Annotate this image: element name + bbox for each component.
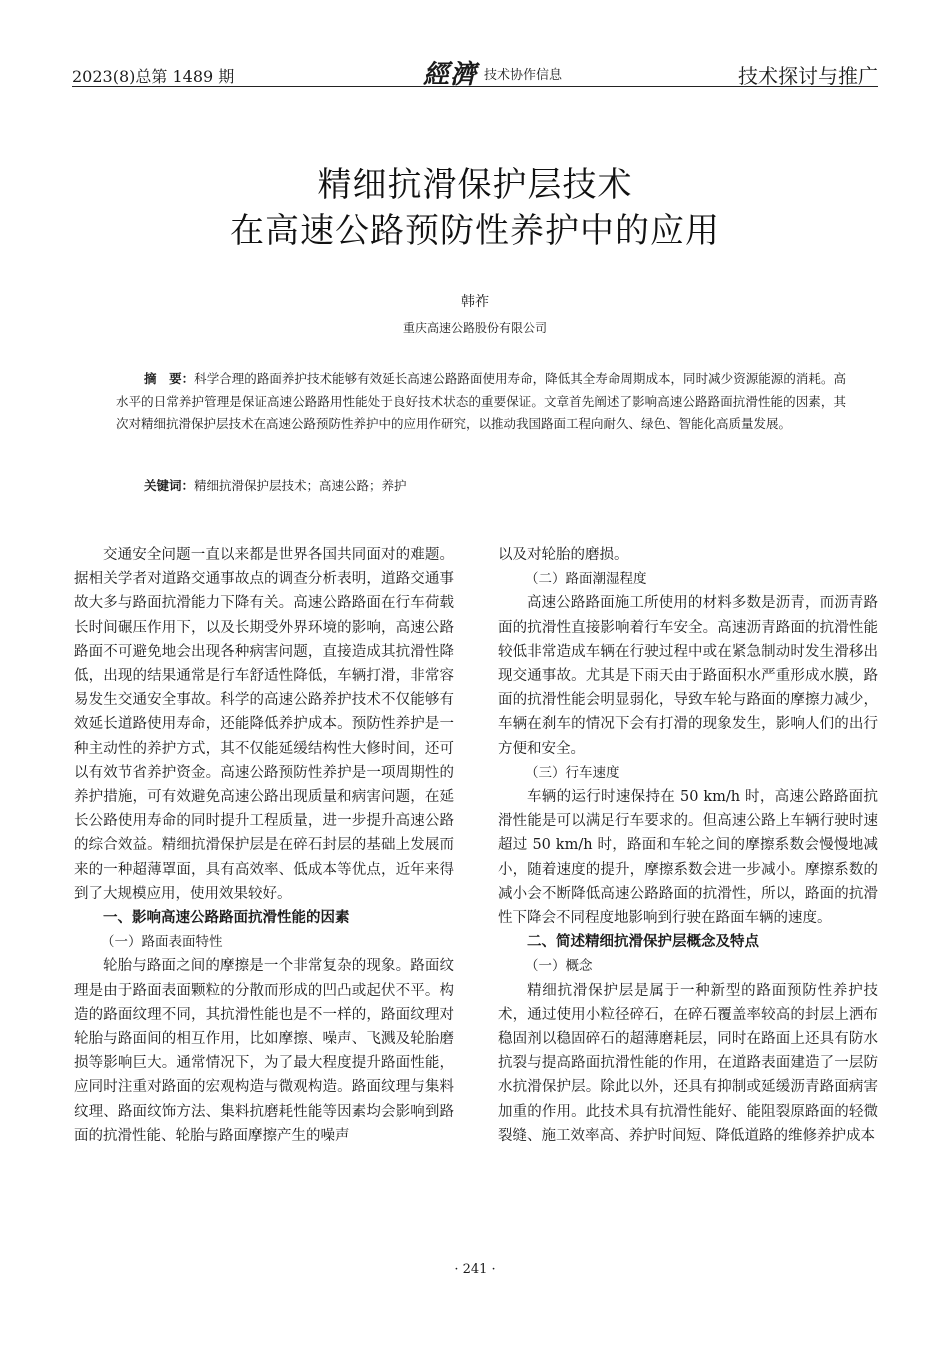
journal-subtitle: 技术协作信息 xyxy=(484,68,563,83)
section-heading-1: 一、影响高速公路路面抗滑性能的因素 xyxy=(103,910,350,927)
paragraph-surface-cont: 以及对轮胎的磨损。 xyxy=(498,547,629,563)
paragraph-speed: 车辆的运行时速保持在 50 km/h 时，高速公路路面抗滑性能是可以满足行车要求的。但高速公路上车辆行驶时速超过 50 km/h 时，路面和车轮之间的摩擦系数会慢慢地减小，随着速度的提升，摩擦系数会进一步减小。摩擦系数的减小会不断降低高速公路路面的抗滑性，所以，路面的抗滑性下降会不同程度地影响到行驶在路面车辆的速度。 xyxy=(498,789,878,927)
abstract-label: 摘 要： xyxy=(144,371,195,386)
abstract-text: 科学合理的路面养护技术能够有效延长高速公路路面使用寿命，降低其全寿命周期成本，同时减少资源能源的消耗。高水平的日常养护管理是保证高速公路路用性能处于良好技术状态的重要保证。文章首先阐述了影响高速公路路面抗滑性能的因素，其次对精细抗滑保护层技术在高速公路预防性养护中的应用作研究，以推动我国路面工程向耐久、绿色、智能化高质量发展。 xyxy=(116,371,846,431)
keywords xyxy=(144,476,407,494)
abstract xyxy=(116,368,846,436)
paragraph-surface: 轮胎与路面之间的摩擦是一个非常复杂的现象。路面纹理是由于路面表面颗粒的分散而形成的凹凸或起伏不平。构造的路面纹理不同，其抗滑性能也是不一样的，路面纹理对轮胎与路面间的相互作用，比如摩擦、噪声、飞溅及轮胎磨损等影响巨大。通常情况下，为了最大程度提升路面性能，应同时注重对路面的宏观构造与微观构造。路面纹理与集料纹理、路面纹饰方法、集料抗磨耗性能等因素均会影响到路面的抗滑性能、轮胎与路面摩擦产生的噪声 xyxy=(74,958,454,1144)
author-affiliation: 重庆高速公路股份有限公司 xyxy=(402,321,547,335)
keywords-text: 精细抗滑保护层技术；高速公路；养护 xyxy=(194,478,407,493)
keywords-label: 关键词： xyxy=(144,478,195,493)
page-header xyxy=(72,52,878,92)
subsection-heading-2-1: （一）概念 xyxy=(525,958,593,975)
article-title-line-1: 精细抗滑保护层技术 xyxy=(317,165,633,205)
subsection-heading-1-3: （三）行车速度 xyxy=(525,764,620,781)
paragraph-intro: 交通安全问题一直以来都是世界各国共同面对的难题。据相关学者对道路交通事故点的调查分析表明，道路交通事故大多与路面抗滑能力下降有关。高速公路路面在行车荷载长时间碾压作用下，以及长期受外界环境的影响，高速公路路面不可避免地会出现各种病害问题，直接造成其抗滑性降低，出现的结果通常是行车舒适性降低，车辆打滑，非常容易发生交通安全事故。科学的高速公路养护技术不仅能够有效延长道路使用寿命，还能降低养护成本。预防性养护是一种主动性的养护方式，其不仅能延缓结构性大修时间，还可以有效节省养护资金。高速公路预防性养护是一项周期性的养护措施，可有效避免高速公路出现质量和病害问题，在延长公路使用寿命的同时提升工程质量，进一步提升高速公路的综合效益。精细抗滑保护层是在碎石封层的基础上发展而来的一种超薄罩面，具有高效率、低成本等优点，近年来得到了大规模应用，使用效果较好。 xyxy=(74,547,454,902)
column-name: 技术探讨与推广 xyxy=(738,64,878,88)
issue-number: 2023(8)总第 1489 期 xyxy=(72,67,235,86)
right-column xyxy=(498,543,878,1148)
subsection-heading-1-1: （一）路面表面特性 xyxy=(101,934,223,951)
left-column xyxy=(74,543,454,1148)
subsection-heading-1-2: （二）路面潮湿程度 xyxy=(525,571,647,588)
section-heading-2: 二、简述精细抗滑保护层概念及特点 xyxy=(527,934,759,951)
paragraph-wetness: 高速公路路面施工所使用的材料多数是沥青，而沥青路面的抗滑性直接影响着行车安全。高速沥青路面的抗滑性能较低非常造成车辆在行驶过程中或在紧急制动时发生滑移出现交通事故。尤其是下雨天由于路面积水严重形成水膜，路面的抗滑性能会明显弱化，导致车轮与路面的摩擦力减少，车辆在刹车的情况下会有打滑的现象发生，影响人们的出行方便和安全。 xyxy=(498,595,878,757)
page-number: · 241 · xyxy=(454,1262,496,1277)
journal-logo: 經濟 xyxy=(423,60,478,90)
header-divider xyxy=(72,86,878,87)
article-title-line-2: 在高速公路预防性养护中的应用 xyxy=(230,211,720,251)
paragraph-concept: 精细抗滑保护层是属于一种新型的路面预防性养护技术，通过使用小粒径碎石，在碎石覆盖率较高的封层上洒布稳固剂以稳固碎石的超薄磨耗层，同时在路面上还具有防水抗裂与提高路面抗滑性能的作用，在道路表面建造了一层防水抗滑保护层。除此以外，还具有抑制或延缓沥青路面病害加重的作用。此技术具有抗滑性能好、能阻裂原路面的轻微裂缝、施工效率高、养护时间短、降低道路的维修养护成本 xyxy=(498,982,878,1144)
author-name: 韩祚 xyxy=(461,294,489,310)
